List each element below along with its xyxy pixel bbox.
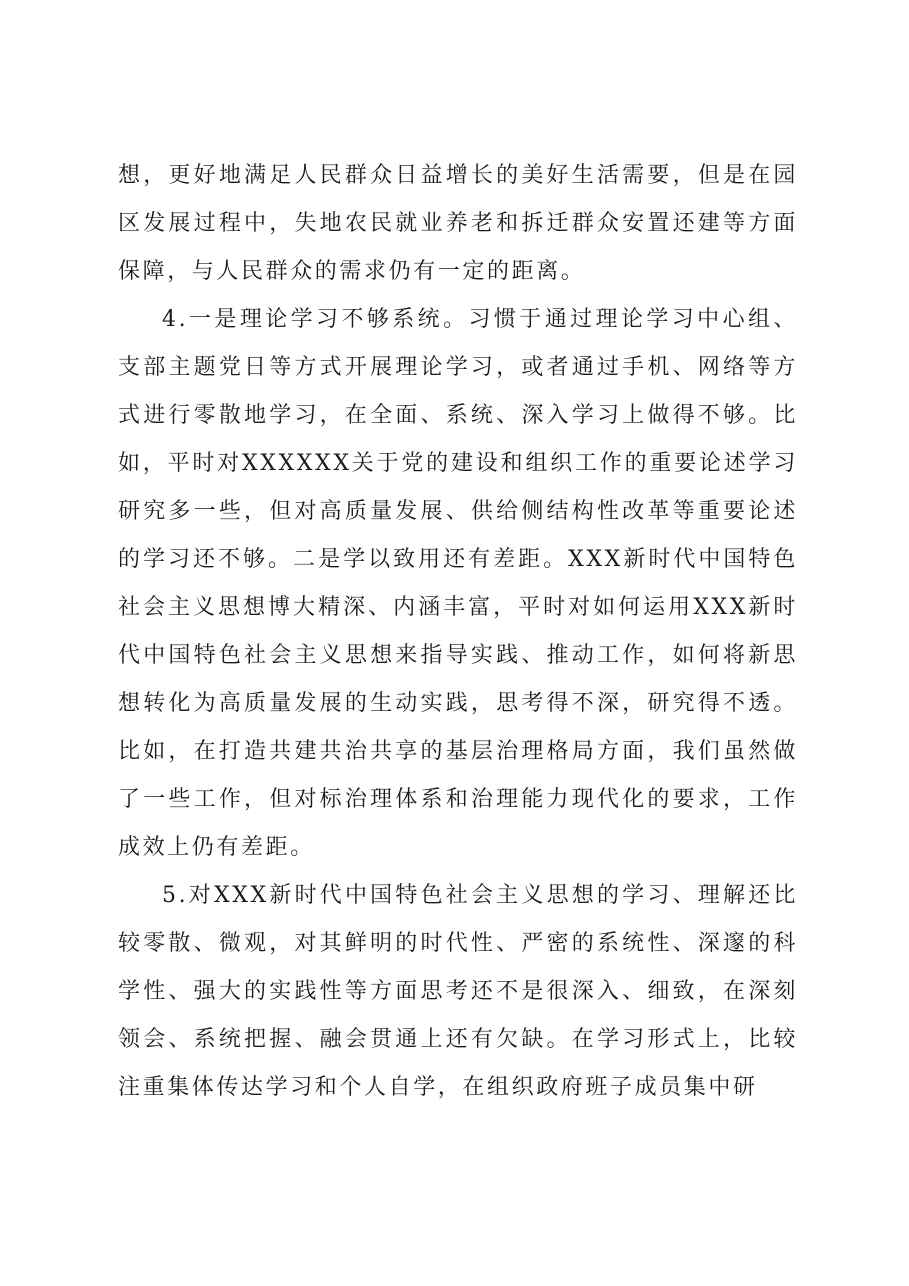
paragraph-continuation: 想，更好地满足人民群众日益增长的美好生活需要，但是在园区发展过程中，失地农民就业养老和拆迁群众安置还建等方面保障，与人民群众的需求仍有一定的距离。 <box>118 163 798 284</box>
paragraph-item-5: 5.对XXX新时代中国特色社会主义思想的学习、理解还比较零散、微观，对其鲜明的时代性、严密的系统性、深邃的科学性、强大的实践性等方面思考还不是很深入、细致，在深刻领会、系统把握、融会贯通上还有欠缺。在学习形式上，比较注重集体传达学习和个人自学，在组织政府班子成员集中研 <box>118 883 798 1100</box>
document-body <box>118 152 798 1112</box>
paragraph-item-4: 4.一是理论学习不够系统。习惯于通过理论学习中心组、支部主题党日等方式开展理论学习，或者通过手机、网络等方式进行零散地学习，在全面、系统、深入学习上做得不够。比如，平时对XXXXXX关于党的建设和组织工作的重要论述学习研究多一些，但对高质量发展、供给侧结构性改革等重要论述的学习还不够。二是学以致用还有差距。XXX新时代中国特色社会主义思想博大精深、内涵丰富，平时对如何运用XXX新时代中国特色社会主义思想来指导实践、推动工作，如何将新思想转化为高质量发展的生动实践，思考得不深，研究得不透。比如，在打造共建共治共享的基层治理格局方面，我们虽然做了一些工作，但对标治理体系和治理能力现代化的要求，工作成效上仍有差距。 <box>118 307 798 860</box>
